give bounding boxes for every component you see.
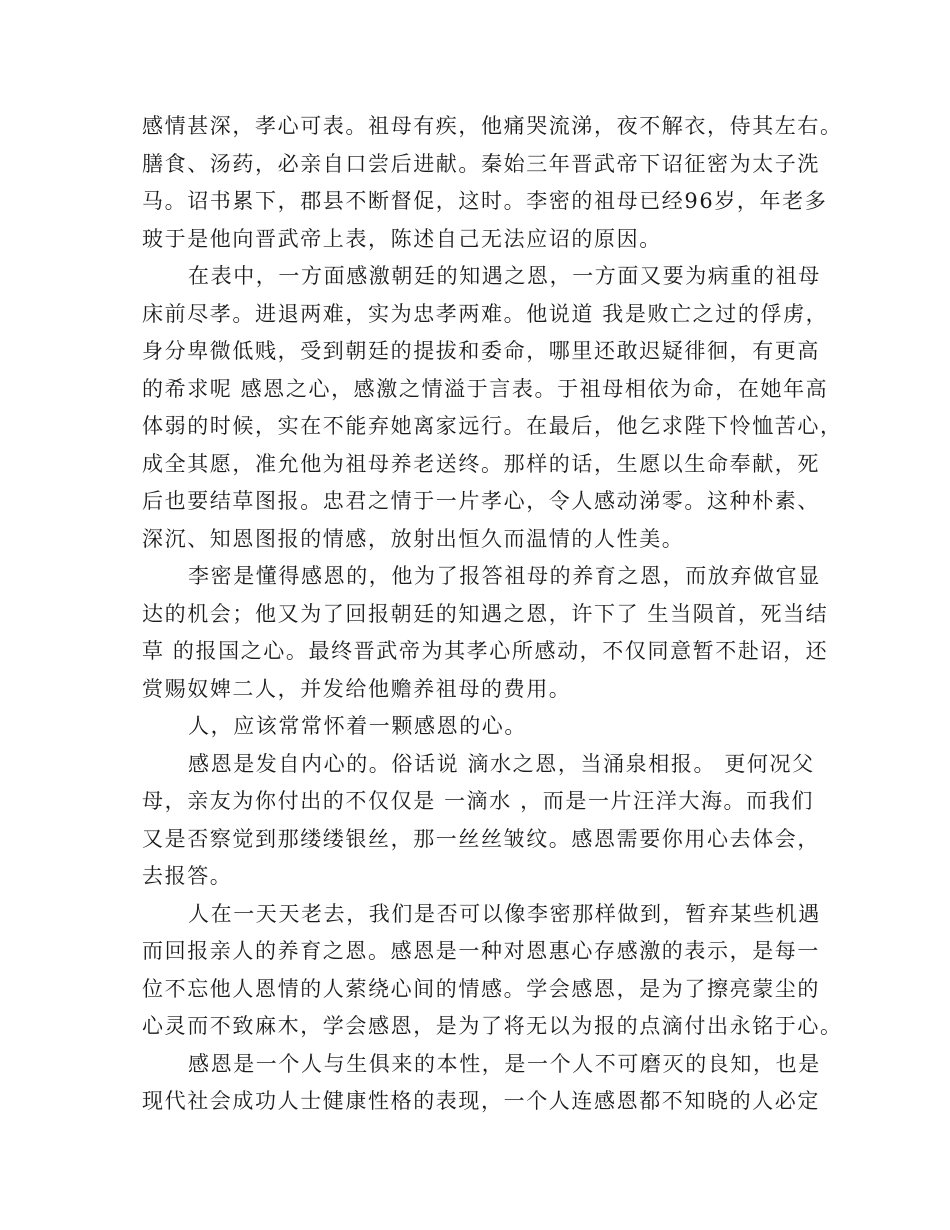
paragraph-first-line: 感恩是发自内心的。俗话说 滴水之恩，当涌泉相报。 更何况父 [188, 751, 815, 776]
text-line: 赏赐奴婢二人，并发给他赡养祖母的费用。 [142, 676, 572, 701]
text-line: 母，亲友为你付出的不仅仅是 一滴水 ，而是一片汪洋大海。而我们 [142, 789, 814, 813]
body-text [142, 108, 843, 1121]
text-line: 感情甚深，孝心可表。祖母有疾，他痛哭流涕，夜不解衣，侍其左右。 [142, 114, 843, 138]
text-line: 体弱的时候，实在不能弃她离家远行。在最后，他乞求陛下怜恤苦心， [142, 414, 843, 438]
paragraph-first-line: 人在一天天老去，我们是否可以像李密那样做到，暂弃某些机遇 [188, 901, 821, 926]
text-line: 的希求呢 感恩之心，感激之情溢于言表。于祖母相依为命，在她年高 [142, 376, 829, 401]
paragraph-first-line: 感恩是一个人与生俱来的本性，是一个人不可磨灭的良知，也是 [188, 1051, 821, 1076]
text-line: 后也要结草图报。忠君之情于一片孝心，令人感动涕零。这种朴素、 [142, 489, 820, 513]
text-line: 而回报亲人的养育之恩。感恩是一种对恩惠心存感激的表示，是每一 [142, 939, 820, 963]
paragraph-first-line: 李密是懂得感恩的，他为了报答祖母的养育之恩，而放弃做官显 [188, 564, 821, 588]
text-line: 达的机会；他又为了回报朝廷的知遇之恩，许下了 生当陨首，死当结 [142, 601, 829, 626]
text-line: 又是否察觉到那缕缕银丝，那一丝丝皱纹。感恩需要你用心去体会， [142, 826, 820, 851]
text-line: 膳食、汤药，必亲自口尝后进献。秦始三年晋武帝下诏征密为太子洗 [142, 151, 820, 176]
text-line: 位不忘他人恩情的人萦绕心间的情感。学会感恩，是为了擦亮蒙尘的 [142, 976, 820, 1001]
text-line: 心灵而不致麻木，学会感恩，是为了将无以为报的点滴付出永铭于心。 [142, 1014, 843, 1038]
text-line: 马。诏书累下，郡县不断督促，这时。李密的祖母已经96岁，年老多 [142, 189, 828, 213]
paragraph-first-line: 在表中，一方面感激朝廷的知遇之恩，一方面又要为病重的祖母 [188, 264, 821, 288]
text-line: 现代社会成功人士健康性格的表现，一个人连感恩都不知晓的人必定 [142, 1089, 820, 1113]
text-line: 身分卑微低贱，受到朝廷的提拔和委命，哪里还敢迟疑徘徊，有更高 [142, 339, 820, 363]
text-line: 玻于是他向晋武帝上表，陈述自己无法应诏的原因。 [142, 226, 662, 251]
text-line: 草 的报国之心。最终晋武帝为其孝心所感动，不仅同意暂不赴诏，还 [142, 639, 829, 663]
text-line: 成全其愿，准允他为祖母养老送终。那样的话，生愿以生命奉献，死 [142, 451, 820, 476]
paragraph-first-line: 人，应该常常怀着一颗感恩的心。 [188, 714, 527, 738]
text-line: 深沉、知恩图报的情感，放射出恒久而温情的人性美。 [142, 526, 685, 551]
text-line: 去报答。 [142, 864, 233, 888]
text-line: 床前尽孝。进退两难，实为忠孝两难。他说道 我是败亡之过的俘虏， [142, 301, 829, 326]
